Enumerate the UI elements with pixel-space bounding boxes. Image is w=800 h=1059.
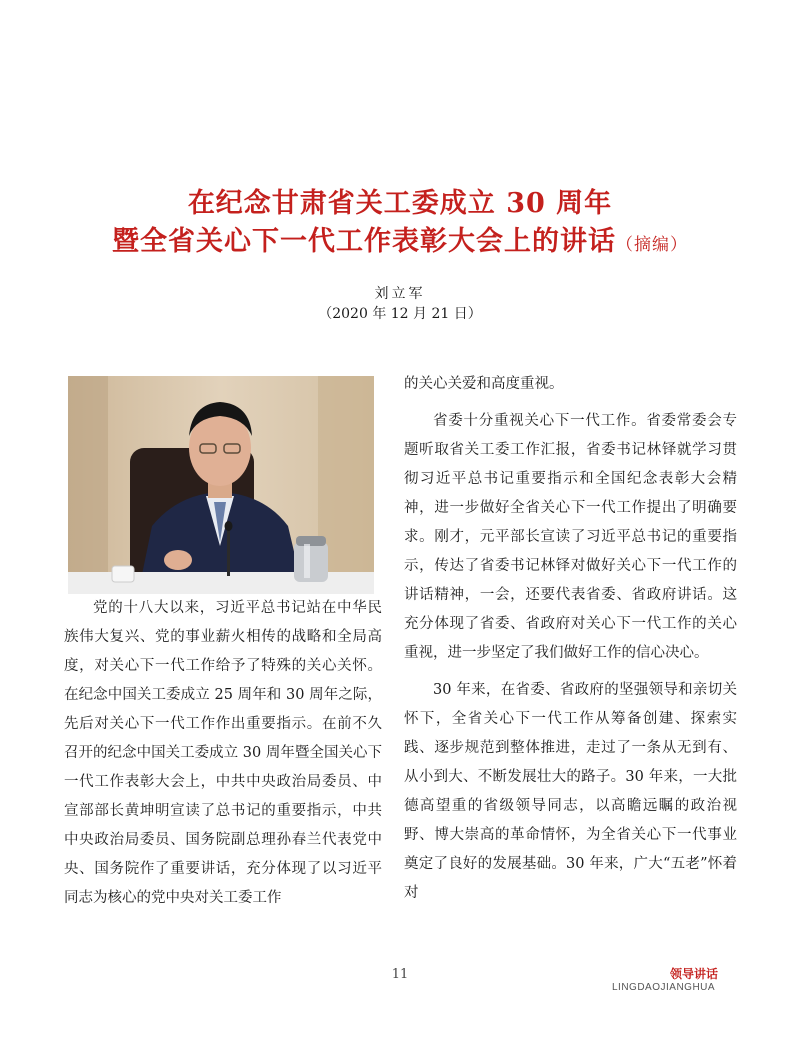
section-brand-cn: 领导讲话	[670, 967, 719, 981]
page-number: 11	[391, 967, 409, 982]
right-paragraph-2: 30 年来，在省委、省政府的坚强领导和亲切关怀下，全省关心下一代工作从筹备创建、探索实践、逐步规范到整体推进，走过了一条从无到有、从小到大、不断发展壮大的路子。30 年来，一大批德高望重的省级领导同志，以高瞻远瞩的政治视野、博大崇高的革命情怀，为全省关心下一代事业奠定了良好的发展基础。30 年来，广大“五老”怀着对	[404, 682, 737, 901]
left-paragraph-1: 党的十八大以来，习近平总书记站在中华民族伟大复兴、党的事业薪火相传的战略和全局高度，对关心下一代工作给予了特殊的关心关怀。在纪念中国关工委成立 25 周年和 30 周年之际，先后对关心下一代工作作出重要指示。在前不久召开的纪念中国关工委成立 30 周年暨全国关心下一代工作表彰大会上，中共中央政治局委员、中宣部部长黄坤明宣读了总书记的重要指示，中共中央政治局委员、国务院副总理孙春兰代表党中央、国务院作了重要讲话，充分体现了以习近平同志为核心的党中央对关工委工作	[64, 600, 382, 906]
article-right-column	[404, 370, 737, 908]
right-continuation: 的关心关爱和高度重视。	[404, 376, 564, 392]
article-title-line1: 在纪念甘肃省关工委成立 30 周年	[187, 188, 613, 219]
article-title-line2	[0, 224, 800, 263]
section-brand-en: LINGDAOJIANGHUA	[612, 982, 716, 993]
title-note: （摘编）	[616, 235, 688, 255]
speech-date: （2020 年 12 月 21 日）	[318, 306, 482, 322]
speaker-photo-illustration	[68, 376, 374, 594]
right-paragraph-1: 省委十分重视关心下一代工作。省委常委会专题听取省关工委工作汇报，省委书记林铎就学习贯彻习近平总书记重要指示和全国纪念表彰大会精神，进一步做好全省关心下一代工作提出了明确要求。刚才，元平部长宣读了习近平总书记的重要指示，传达了省委书记林铎对做好关心下一代工作的讲话精神，一会，还要代表省委、省政府讲话。这充分体现了省委、省政府对关心下一代工作的关心重视，进一步坚定了我们做好工作的信心决心。	[404, 413, 737, 661]
author-name: 刘立军	[374, 286, 426, 302]
article-left-column	[64, 594, 382, 913]
speaker-photo	[68, 376, 374, 594]
title-line2-text: 暨全省关心下一代工作表彰大会上的讲话	[112, 226, 616, 257]
